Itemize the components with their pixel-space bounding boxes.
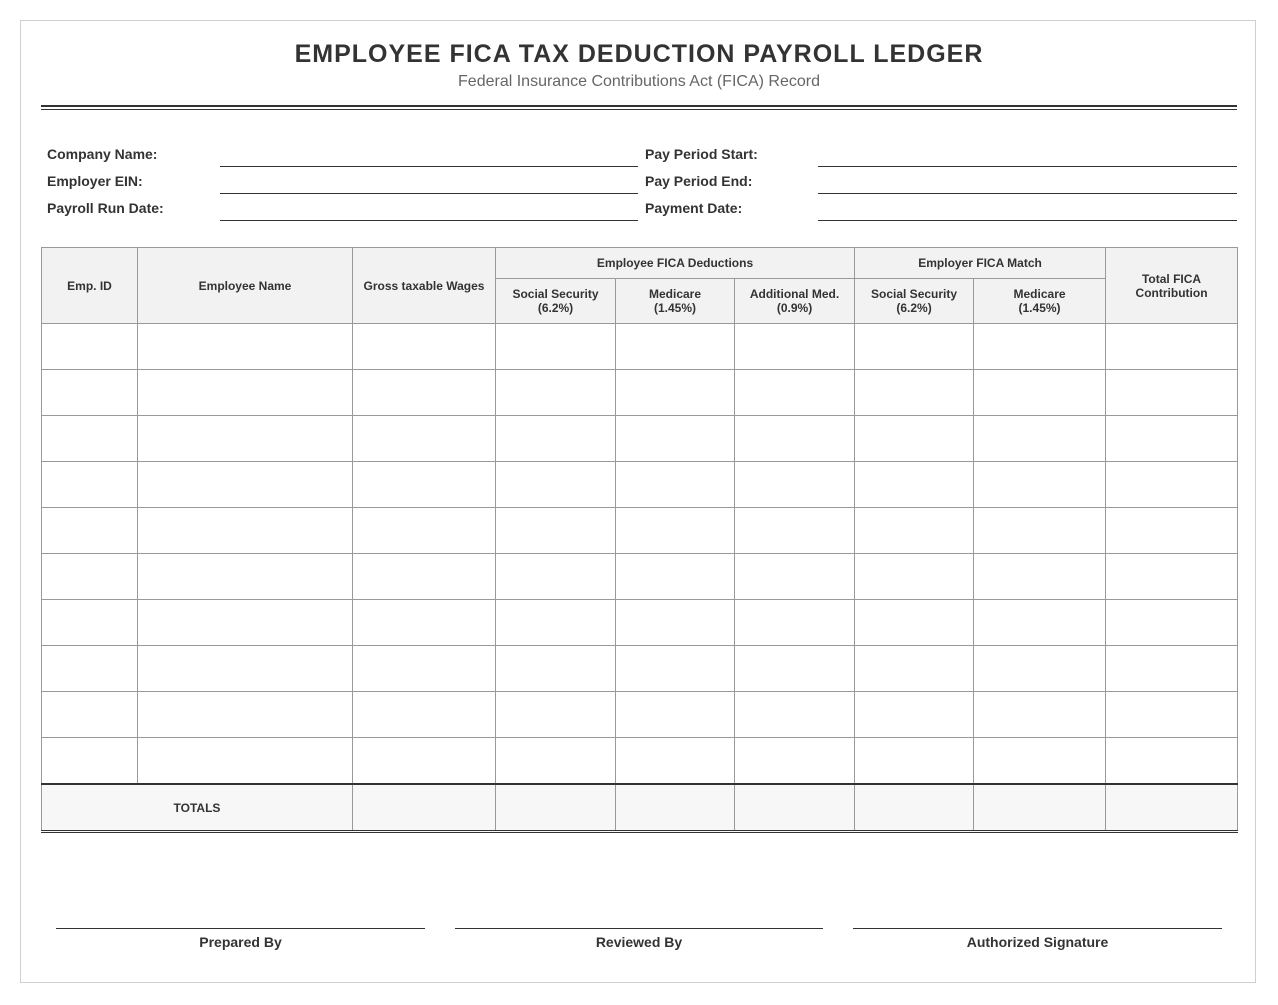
ledger-cell[interactable] [974,600,1106,646]
table-row [42,462,1238,508]
pay-period-start-label: Pay Period Start: [645,146,758,162]
header-ee-addmed-rate: (0.9%) [776,301,813,315]
ledger-cell[interactable] [138,646,353,692]
header-ee-ss-rate: (6.2%) [537,301,574,315]
ledger-cell[interactable] [735,508,855,554]
ledger-body [42,324,1238,785]
header-employee-fica-group: Employee FICA Deductions [496,248,855,279]
ledger-cell[interactable] [855,554,974,600]
table-row [42,370,1238,416]
prepared-by-label: Prepared By [199,934,282,950]
ledger-cell[interactable] [974,692,1106,738]
pay-period-end-field[interactable] [818,193,1237,194]
company-name-field[interactable] [220,166,638,167]
payment-date-label: Payment Date: [645,200,743,216]
header-er-med-label: Medicare [1013,287,1066,301]
company-name-label: Company Name: [47,146,158,162]
ledger-cell[interactable] [1106,324,1238,370]
header-ee-additional-medicare [735,279,855,324]
table-row [42,324,1238,370]
header-er-med-rate: (1.45%) [1018,301,1061,315]
totals-cell[interactable] [735,784,855,832]
ledger-cell[interactable] [974,462,1106,508]
ledger-cell[interactable] [1106,554,1238,600]
reviewed-by-line[interactable] [455,928,823,929]
ledger-cell[interactable] [735,600,855,646]
ledger-cell[interactable] [138,738,353,785]
ledger-cell[interactable] [42,324,138,370]
ledger-cell[interactable] [42,692,138,738]
header-total-fica-line2: Contribution [1135,285,1208,300]
ledger-cell[interactable] [735,646,855,692]
table-row [42,692,1238,738]
ledger-cell[interactable] [353,462,496,508]
ledger-cell[interactable] [974,508,1106,554]
header-gross-wages: Gross taxable Wages [353,248,496,324]
header-total-fica-line1: Total FICA [1141,271,1202,286]
header-ee-med-label: Medicare [648,287,702,301]
ledger-cell[interactable] [42,508,138,554]
totals-cell[interactable] [855,784,974,832]
ledger-cell[interactable] [42,738,138,785]
ledger-cell[interactable] [496,324,616,370]
ledger-cell[interactable] [855,738,974,785]
ledger-cell[interactable] [855,416,974,462]
ledger-cell[interactable] [616,600,735,646]
payroll-run-date-label: Payroll Run Date: [47,200,164,216]
totals-cell[interactable] [1106,784,1238,832]
ledger-cell[interactable] [138,370,353,416]
ledger-cell[interactable] [353,416,496,462]
ledger-cell[interactable] [735,416,855,462]
ledger-cell[interactable] [353,370,496,416]
ledger-cell[interactable] [616,462,735,508]
authorized-signature-label: Authorized Signature [966,934,1109,950]
ledger-cell[interactable] [855,600,974,646]
ledger-cell[interactable] [855,646,974,692]
employer-ein-field[interactable] [220,193,638,194]
ledger-cell[interactable] [855,370,974,416]
ledger-cell[interactable] [1106,416,1238,462]
ledger-cell[interactable] [496,738,616,785]
ledger-cell[interactable] [1106,462,1238,508]
ledger-cell[interactable] [735,370,855,416]
ledger-cell[interactable] [616,370,735,416]
table-row [42,416,1238,462]
ledger-cell[interactable] [974,416,1106,462]
header-emp-id: Emp. ID [42,248,138,324]
header-ee-med-rate: (1.45%) [653,301,697,315]
ledger-cell[interactable] [974,324,1106,370]
ledger-cell[interactable] [735,554,855,600]
ledger-cell[interactable] [353,324,496,370]
employer-ein-label: Employer EIN: [47,173,143,189]
header-er-medicare [974,279,1106,324]
totals-cell[interactable] [974,784,1106,832]
ledger-cell[interactable] [138,462,353,508]
ledger-cell[interactable] [353,692,496,738]
table-row [42,554,1238,600]
totals-cell[interactable] [616,784,735,832]
ledger-cell[interactable] [496,462,616,508]
ledger-cell[interactable] [974,554,1106,600]
page-subtitle: Federal Insurance Contributions Act (FICA) Record [458,73,820,90]
ledger-cell[interactable] [616,692,735,738]
totals-cell[interactable] [496,784,616,832]
ledger-cell[interactable] [496,370,616,416]
table-row [42,508,1238,554]
header-employer-fica-group: Employer FICA Match [855,248,1106,279]
totals-cell[interactable] [353,784,496,832]
ledger-cell[interactable] [353,554,496,600]
ledger-cell[interactable] [616,324,735,370]
prepared-by-line[interactable] [56,928,425,929]
ledger-cell[interactable] [1106,738,1238,785]
header-ee-addmed-label: Additional Med. [749,287,840,301]
ledger-cell[interactable] [616,738,735,785]
ledger-cell[interactable] [735,324,855,370]
ledger-cell[interactable] [855,462,974,508]
header-er-ss-label: Social Security [871,287,958,301]
ledger-cell[interactable] [138,554,353,600]
ledger-cell[interactable] [353,508,496,554]
ledger-cell[interactable] [1106,692,1238,738]
ledger-cell[interactable] [1106,600,1238,646]
ledger-cell[interactable] [855,508,974,554]
ledger-cell[interactable] [496,600,616,646]
pay-period-start-field[interactable] [818,166,1237,167]
pay-period-end-label: Pay Period End: [645,173,753,189]
header-er-social-security [855,279,974,324]
ledger-cell[interactable] [42,370,138,416]
ledger-cell[interactable] [616,416,735,462]
ledger-cell[interactable] [496,692,616,738]
table-row [42,600,1238,646]
ledger-cell[interactable] [42,416,138,462]
table-row [42,646,1238,692]
payment-date-field[interactable] [818,220,1237,221]
ledger-cell[interactable] [1106,508,1238,554]
ledger-cell[interactable] [855,692,974,738]
ledger-cell[interactable] [1106,370,1238,416]
ledger-cell[interactable] [735,738,855,785]
ledger-cell[interactable] [974,738,1106,785]
ledger-cell[interactable] [42,554,138,600]
ledger-cell[interactable] [138,416,353,462]
totals-row [42,784,1238,832]
ledger-cell[interactable] [42,600,138,646]
totals-label: TOTALS [42,784,353,832]
ledger-cell[interactable] [42,646,138,692]
ledger-cell[interactable] [353,738,496,785]
table-row [42,738,1238,785]
ledger-cell[interactable] [138,600,353,646]
ledger-cell[interactable] [616,646,735,692]
page-title: EMPLOYEE FICA TAX DEDUCTION PAYROLL LEDGER [294,40,984,68]
header-er-ss-rate: (6.2%) [896,301,932,315]
ledger-cell[interactable] [42,462,138,508]
authorized-signature-line[interactable] [853,928,1222,929]
header-total-fica [1106,248,1238,324]
ledger-cell[interactable] [353,646,496,692]
header-employee-name: Employee Name [138,248,353,324]
ledger-cell[interactable] [496,416,616,462]
ledger-cell[interactable] [496,646,616,692]
ledger-cell[interactable] [1106,646,1238,692]
reviewed-by-label: Reviewed By [595,934,683,950]
header-rule-thin [41,109,1237,110]
ledger-cell[interactable] [735,692,855,738]
ledger-cell[interactable] [855,324,974,370]
ledger-cell[interactable] [616,554,735,600]
ledger-cell[interactable] [496,554,616,600]
ledger-cell[interactable] [353,600,496,646]
ledger-cell[interactable] [974,646,1106,692]
ledger-cell[interactable] [496,508,616,554]
ledger-cell[interactable] [974,370,1106,416]
header-rule-thick [41,105,1237,107]
header-ee-ss-label: Social Security [512,287,599,301]
header-ee-social-security [496,279,616,324]
payroll-run-date-field[interactable] [220,220,638,221]
ledger-cell[interactable] [138,692,353,738]
ledger-cell[interactable] [735,462,855,508]
ledger-cell[interactable] [138,508,353,554]
ledger-cell[interactable] [138,324,353,370]
fica-ledger-table [41,247,1238,833]
ledger-cell[interactable] [616,508,735,554]
header-ee-medicare [616,279,735,324]
